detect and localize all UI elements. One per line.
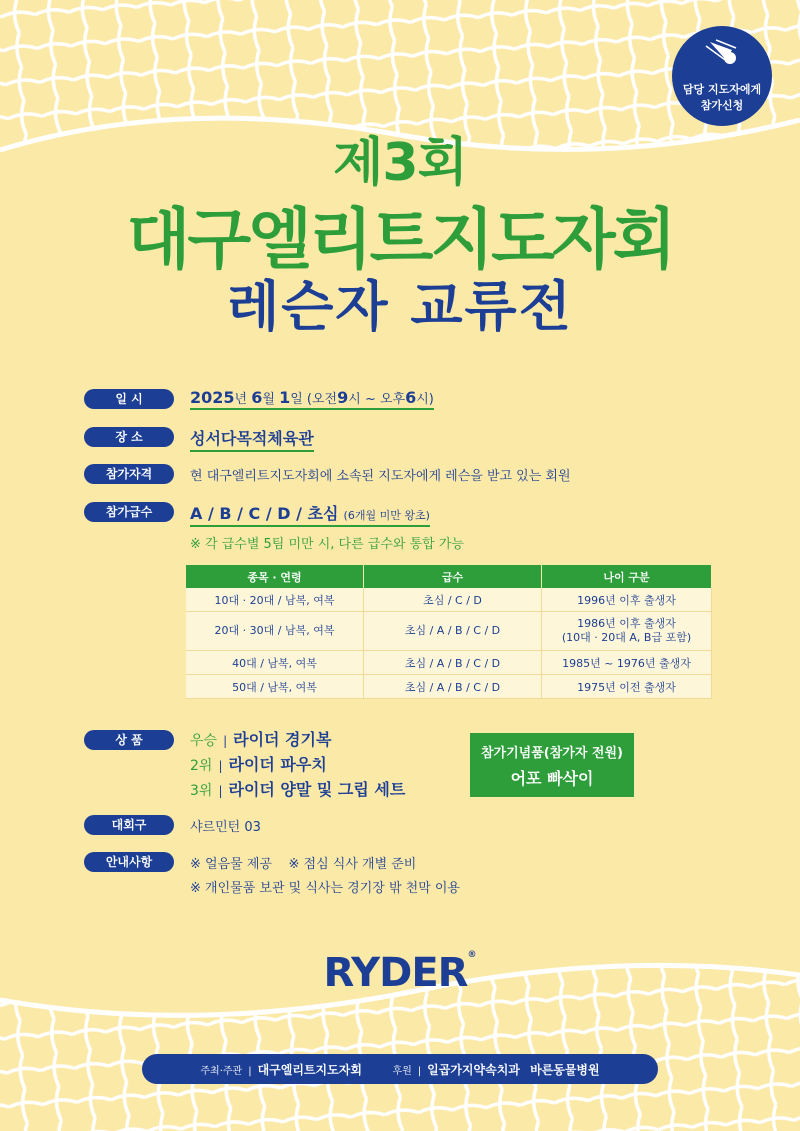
eligibility-value: 현 대구엘리트지도자회에 소속된 지도자에게 레슨을 받고 있는 회원 [190,469,571,484]
table-cell-age: 1985년 ~ 1976년 출생자 [542,651,712,675]
table-cell-grade: 초심 / C / D [364,588,542,612]
table-row [186,588,712,612]
badge-line-1: 담당 지도자에게 [682,83,762,96]
badge-line-2: 참가신청 [700,99,744,112]
registration-badge [672,26,772,126]
shuttlecock-icon [702,36,742,76]
souvenir-box [470,733,634,797]
date-label: 일 시 [84,389,174,409]
eligibility-label: 참가자격 [84,464,174,484]
table-header: 나이 구분 [542,565,712,588]
title-edition: 제3회 [333,133,467,193]
table-cell-grade: 초심 / A / B / C / D [364,612,542,651]
prizes-label: 상 품 [84,730,174,750]
grade-label: 참가급수 [84,502,174,522]
table-cell-event: 20대 · 30대 / 남복, 여복 [186,612,364,651]
ball-label: 대회구 [84,815,174,835]
sponsor-1: 일곱가지약속치과 [427,1063,520,1077]
table-row [186,612,712,651]
venue-value: 성서다목적체육관 [190,426,314,452]
notice-line-1: ※ 얼음물 제공 ※ 점심 식사 개별 준비 [190,857,417,872]
souvenir-title: 참가기념품(참가자 전원) [481,746,623,761]
date-value: 2025년 6월 1일 (오전9시 ~ 오후6시) [190,388,434,410]
table-cell-event: 40대 / 남복, 여복 [186,651,364,675]
table-cell-event: 10대 · 20대 / 남복, 여복 [186,588,364,612]
title-event: 레슨자 교류전 [227,275,573,338]
grade-note: ※ 각 급수별 5팀 미만 시, 다른 급수와 통합 가능 [190,537,464,552]
notice-line-2: ※ 개인물품 보관 및 식사는 경기장 밖 천막 이용 [190,881,460,896]
host-label: 주최·주관 [200,1066,243,1077]
table-cell-grade: 초심 / A / B / C / D [364,675,542,699]
venue-label: 장 소 [84,427,174,447]
grade-value: A / B / C / D / 초심 (6개월 미만 왕초) [190,501,430,527]
table-header: 급수 [364,565,542,588]
sponsor-2: 바른동물병원 [530,1063,600,1077]
ball-value: 샤르민턴 03 [190,820,261,835]
table-cell-event: 50대 / 남복, 여복 [186,675,364,699]
sponsor-label: 후원 [392,1066,412,1077]
table-cell-age: 1975년 이전 출생자 [542,675,712,699]
ryder-logo: RYDER® [323,950,477,996]
table-row [186,675,712,699]
footer-bar: 주최·주관 | 대구엘리트지도자회 후원 | 일곱가지약속치과 바른동물병원 [142,1054,658,1084]
notice-label: 안내사항 [84,852,174,872]
prize-item: 2위 | 라이더 파우치 [190,755,327,774]
table-cell-age: 1996년 이후 출생자 [542,588,712,612]
souvenir-item: 어포 빠삭이 [510,769,594,788]
prize-item: 우승 | 라이더 경기복 [190,730,332,749]
table-header-row [186,565,712,588]
grade-table [186,565,712,699]
table-row [186,651,712,675]
table-header: 종목 · 연령 [186,565,364,588]
host-name: 대구엘리트지도자회 [257,1063,362,1077]
title-organization: 대구엘리트지도자회 [126,201,674,278]
prize-item: 3위 | 라이더 양말 및 그립 세트 [190,780,406,799]
table-cell-age: 1986년 이후 출생자 (10대 · 20대 A, B급 포함) [542,612,712,651]
table-cell-grade: 초심 / A / B / C / D [364,651,542,675]
